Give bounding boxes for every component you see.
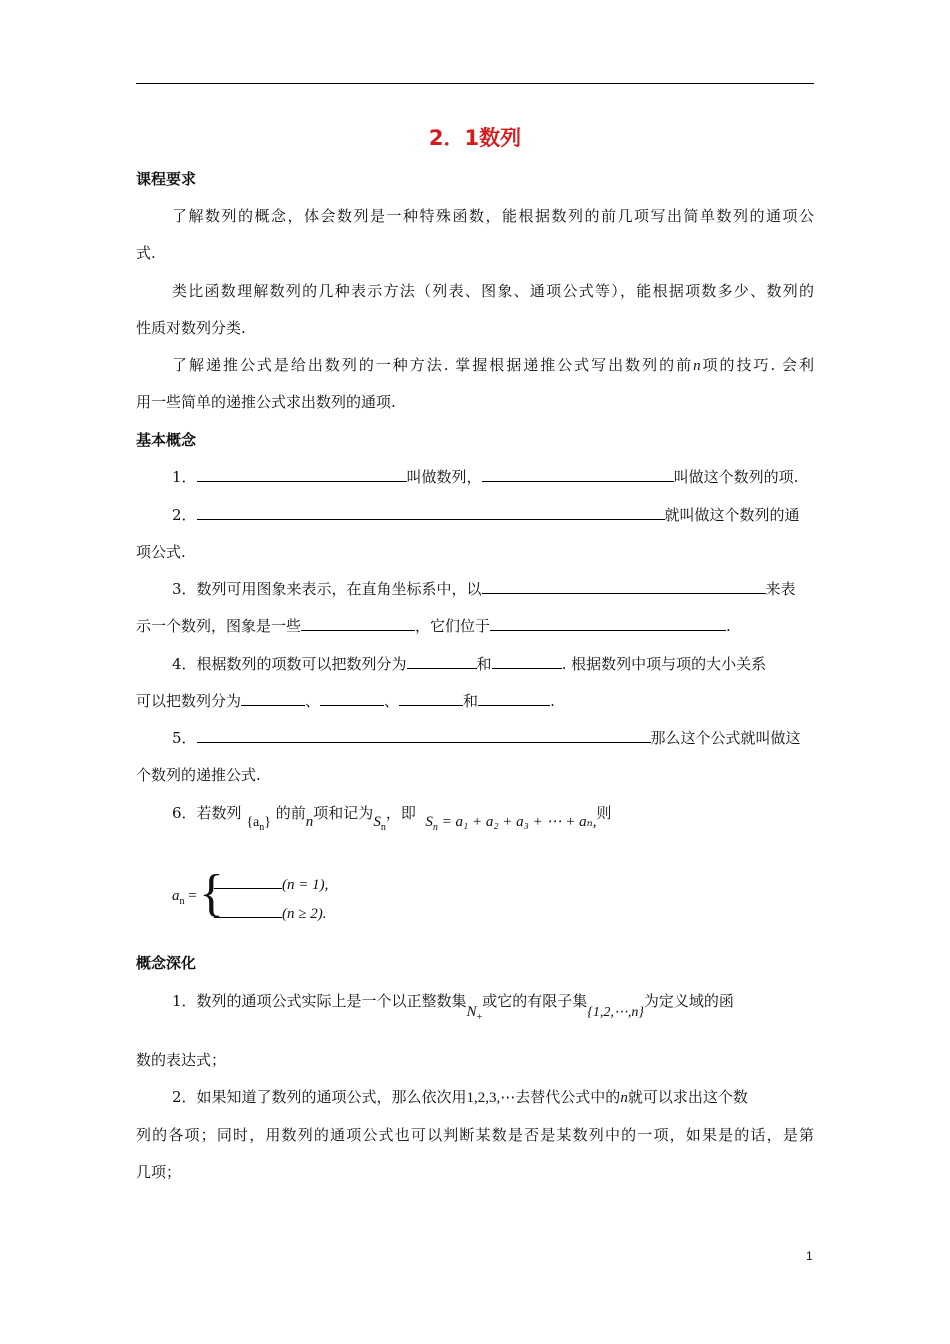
blank[interactable] — [214, 902, 282, 918]
deep-item-2: 2．如果知道了数列的通项公式，那么依次用1,2,3,⋯去替代公式中的n就可以求出这个数 — [172, 1088, 748, 1106]
blank[interactable] — [301, 615, 415, 631]
req-paragraph-1-cont: 式. — [136, 244, 156, 262]
basic-item-1: 1． 叫做数列， 叫做这个数列的项. — [172, 468, 799, 486]
sequence-set-notation: $\{a_n\}$ — [246, 815, 271, 833]
blank[interactable] — [320, 690, 384, 706]
basic-item-3: 3．数列可用图象来表示，在直角坐标系中，以 来表 — [172, 580, 796, 598]
req-paragraph-2: 类比函数理解数列的几种表示方法（列表、图象、通项公式等），能根据项数多少、数列的 — [172, 282, 814, 300]
page-title: 2．1数列 — [428, 126, 522, 150]
blank[interactable] — [490, 615, 726, 631]
section-heading-requirements: 课程要求 — [136, 170, 197, 188]
deep-item-2-line3: 几项； — [136, 1163, 182, 1181]
blank[interactable] — [492, 653, 562, 669]
piecewise-case-1: (n = 1), — [214, 873, 328, 894]
deep-item-1: 1．数列的通项公式实际上是一个以正整数集$N_+$或它的有限子集{1,2,⋯,n}为定义域的函 — [172, 992, 734, 1023]
page-number: 1 — [806, 1249, 813, 1263]
header-rule — [136, 83, 814, 84]
basic-item-3-cont: 示一个数列，图象是一些 ，它们位于 . — [136, 617, 731, 635]
basic-item-5-cont: 个数列的递推公式. — [136, 766, 261, 784]
basic-item-4-cont: 可以把数列分为 、 、 和 . — [136, 692, 555, 710]
piecewise-case-2: (n ≥ 2). — [214, 902, 326, 923]
basic-item-5: 5． 那么这个公式就叫做这 — [172, 729, 801, 747]
blank[interactable] — [407, 653, 477, 669]
basic-item-2-cont: 项公式. — [136, 543, 186, 561]
basic-item-6: 6．若数列 $\{a_n\}$ 的前n项和记为$S_n$，即 $S_n = a_1 + a_2 + a_3$ + ⋯ + aₙ,则 — [172, 804, 612, 833]
brace-icon: { — [199, 865, 224, 922]
blank[interactable] — [197, 466, 407, 482]
blank[interactable] — [197, 727, 651, 743]
basic-item-4: 4．根椐数列的项数可以把数列分为 和 . 根据数列中项与项的大小关系 — [172, 655, 767, 673]
section-heading-basic: 基本概念 — [136, 431, 197, 449]
blank[interactable] — [214, 873, 282, 889]
req-paragraph-3-cont: 用一些简单的递推公式求出数列的通项. — [136, 393, 396, 411]
piecewise-lhs: $a_n$ = — [172, 888, 197, 907]
req-paragraph-1: 了解数列的概念，体会数列是一种特殊函数，能根据数列的前几项写出简单数列的通项公 — [172, 207, 814, 225]
blank[interactable] — [197, 504, 665, 520]
deep-item-1-cont: 数的表达式； — [136, 1051, 227, 1069]
section-heading-deepening: 概念深化 — [136, 954, 197, 972]
req-paragraph-3: 了解递推公式是给出数列的一种方法. 掌握根据递推公式写出数列的前n项的技巧. 会利 — [172, 356, 814, 374]
blank[interactable] — [482, 466, 674, 482]
basic-item-2: 2． 就叫做这个数列的通 — [172, 506, 800, 524]
deep-item-2-line2: 列的各项；同时，用数列的通项公式也可以判断某数是否是某数列中的一项，如果是的话，是第 — [136, 1126, 814, 1144]
sum-formula: $S_n = a_1 + a_2 + a_3$ + ⋯ + aₙ, — [425, 814, 597, 833]
blank[interactable] — [399, 690, 463, 706]
blank[interactable] — [478, 690, 550, 706]
blank[interactable] — [241, 690, 305, 706]
blank[interactable] — [482, 578, 766, 594]
req-paragraph-2-cont: 性质对数列分类. — [136, 319, 246, 337]
